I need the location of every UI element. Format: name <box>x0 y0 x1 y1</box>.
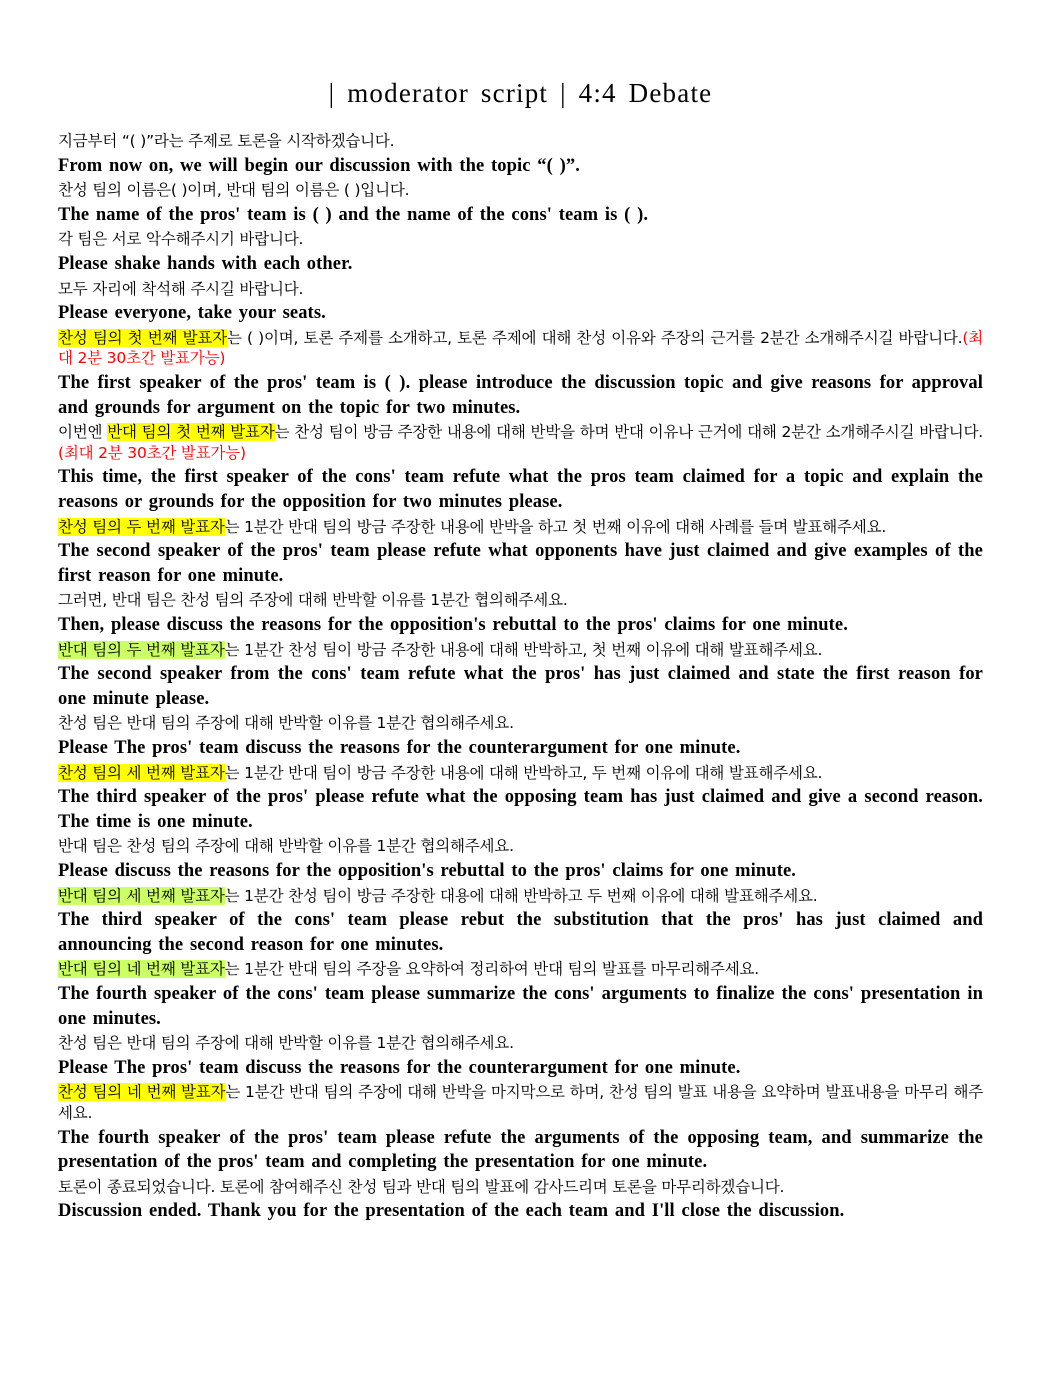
script-body <box>58 131 983 1224</box>
english-line <box>58 662 983 711</box>
korean-line <box>58 229 983 250</box>
page-title: | moderator script | 4:4 Debate <box>328 78 713 108</box>
text-run: 는 1분간 반대 팀의 주장에 대해 반박을 마지막으로 하며, 찬성 팀의 발표 내용을 요약하며 발표내용을 마무리 해주세요. <box>58 1083 984 1123</box>
text-run: The fourth speaker of the cons' team please summarize the cons' arguments to finalize the cons' presentation in one minutes. <box>58 984 983 1029</box>
highlighted-text: (최대 2분 30초간 발표가능) <box>58 328 983 368</box>
english-line <box>58 371 983 420</box>
english-line <box>58 465 983 514</box>
korean-line <box>58 279 983 300</box>
korean-line <box>58 713 983 734</box>
text-run: Please everyone, take your seats. <box>58 303 326 324</box>
korean-line <box>58 131 983 152</box>
english-line <box>58 252 983 277</box>
text-run: The second speaker from the cons' team refute what the pros' has just claimed and state the first reason for one minute please. <box>58 664 983 709</box>
highlighted-text: 반대 팀의 세 번째 발표자 <box>58 886 225 905</box>
text-run: 는 ( )이며, 토론 주제를 소개하고, 토론 주제에 대해 찬성 이유와 주장의 근거를 2분간 소개해주시길 바랍니다. <box>226 328 963 347</box>
text-run: Please The pros' team discuss the reasons for the counterargument for one minute. <box>58 1057 741 1078</box>
text-run: Please The pros' team discuss the reasons for the counterargument for one minute. <box>58 738 741 759</box>
korean-line <box>58 328 983 369</box>
text-run: 찬성 팀의 이름은( )이며, 반대 팀의 이름은 ( )입니다. <box>58 181 410 200</box>
highlighted-text: 찬성 팀의 두 번째 발표자 <box>58 517 225 536</box>
text-run: 모두 자리에 착석해 주시길 바랍니다. <box>58 279 304 298</box>
korean-line <box>58 422 983 463</box>
text-run: The third speaker of the cons' team please rebut the substitution that the pros' has just claimed and announcing the second reason for one minutes. <box>58 910 983 955</box>
korean-line <box>58 640 983 661</box>
text-run: The name of the pros' team is ( ) and the name of the cons' team is ( ). <box>58 204 649 225</box>
english-line <box>58 785 983 834</box>
korean-line <box>58 1177 983 1198</box>
text-run: Then, please discuss the reasons for the opposition's rebuttal to the pros' claims for one minute. <box>58 615 848 636</box>
text-run: This time, the first speaker of the cons' team refute what the pros team claimed for a topic and explain the reasons or grounds for the opposition for two minutes please. <box>58 467 983 513</box>
highlighted-text: 찬성 팀의 세 번째 발표자 <box>58 763 225 782</box>
text-run: The fourth speaker of the pros' team please refute the arguments of the opposing team, and summarize the presentation of the pros' team and completing the presentation for one minute. <box>58 1127 983 1173</box>
english-line <box>58 203 983 228</box>
text-run: The third speaker of the pros' please refute what the opposing team has just claimed and give a second reason. The time is one minute. <box>58 787 983 832</box>
text-run: The second speaker of the pros' team please refute what opponents have just claimed and give examples of the first reason for one minute. <box>58 541 983 586</box>
english-line <box>58 301 983 326</box>
korean-line <box>58 763 983 784</box>
english-line <box>58 982 983 1031</box>
english-line <box>58 1126 983 1175</box>
english-line <box>58 908 983 957</box>
english-line <box>58 154 983 179</box>
text-run: 는 찬성 팀이 방금 주장한 내용에 대해 반박을 하며 반대 이유나 근거에 대해 2분간 소개해주시길 바랍니다. <box>274 423 984 442</box>
english-line <box>58 539 983 588</box>
highlighted-text: 반대 팀의 네 번째 발표자 <box>58 960 225 979</box>
text-run: 그러면, 반대 팀은 찬성 팀의 주장에 대해 반박할 이유를 1분간 협의해주세요. <box>58 591 568 610</box>
text-run: 는 1분간 반대 팀의 주장을 요약하여 정리하여 반대 팀의 발표를 마무리해주세요. <box>224 960 760 979</box>
text-run: 각 팀은 서로 악수해주시기 바랍니다. <box>58 230 304 249</box>
text-run: 는 1분간 찬성 팀이 방금 주장한 대용에 대해 반박하고 두 번째 이유에 대해 발표해주세요. <box>224 886 818 905</box>
highlighted-text: (최대 2분 30초간 발표가능) <box>58 443 246 462</box>
text-run: 는 1분간 반대 팀의 방금 주장한 내용에 반박을 하고 첫 번째 이유에 대해 사례를 들며 발표해주세요. <box>224 517 887 536</box>
highlighted-text: 찬성 팀의 첫 번째 발표자 <box>58 328 227 347</box>
korean-line <box>58 1082 983 1123</box>
text-run: The first speaker of the pros' team is ( ). please introduce the discussion topic and give reasons for approval and grounds for argument on the topic for two minutes. <box>58 373 983 418</box>
text-run: Discussion ended. Thank you for the presentation of the each team and I'll close the discussion. <box>58 1201 845 1222</box>
text-run: 는 1분간 반대 팀이 방금 주장한 내용에 대해 반박하고, 두 번째 이유에 대해 발표해주세요. <box>224 763 823 782</box>
text-run: 찬성 팀은 반대 팀의 주장에 대해 반박할 이유를 1분간 협의해주세요. <box>58 714 514 733</box>
english-line <box>58 1199 983 1224</box>
text-run: 이번엔 <box>58 423 108 442</box>
korean-line <box>58 590 983 611</box>
highlighted-text: 반대 팀의 두 번째 발표자 <box>58 640 225 659</box>
english-line <box>58 613 983 638</box>
korean-line <box>58 517 983 538</box>
text-run: Please shake hands with each other. <box>58 254 353 275</box>
highlighted-text: 찬성 팀의 네 번째 발표자 <box>58 1083 226 1102</box>
text-run: 찬성 팀은 반대 팀의 주장에 대해 반박할 이유를 1분간 협의해주세요. <box>58 1034 514 1053</box>
text-run: 토론이 종료되었습니다. 토론에 참여해주신 찬성 팀과 반대 팀의 발표에 감사드리며 토론을 마무리하겠습니다. <box>58 1177 785 1196</box>
korean-line <box>58 886 983 907</box>
english-line <box>58 859 983 884</box>
text-run: 는 1분간 찬성 팀이 방금 주장한 내용에 대해 반박하고, 첫 번째 이유에 대해 발표해주세요. <box>224 640 823 659</box>
english-line <box>58 1056 983 1081</box>
highlighted-text: 반대 팀의 첫 번째 발표자 <box>107 423 275 442</box>
text-run: 지금부터 “( )”라는 주제로 토론을 시작하겠습니다. <box>58 132 395 150</box>
korean-line <box>58 959 983 980</box>
korean-line <box>58 180 983 201</box>
text-run: From now on, we will begin our discussion with the topic “( )”. <box>58 155 580 176</box>
text-run: 반대 팀은 찬성 팀의 주장에 대해 반박할 이유를 1분간 협의해주세요. <box>58 837 514 856</box>
english-line <box>58 736 983 761</box>
text-run: Please discuss the reasons for the opposition's rebuttal to the pros' claims for one minute. <box>58 861 796 882</box>
korean-line <box>58 836 983 857</box>
korean-line <box>58 1033 983 1054</box>
